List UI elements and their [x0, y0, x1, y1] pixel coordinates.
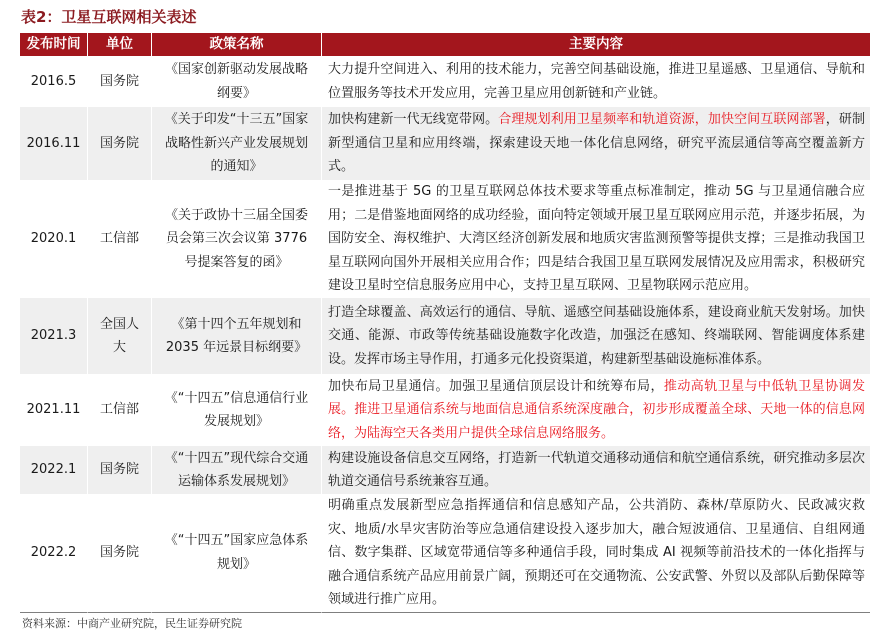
cell-unit: 国务院	[88, 56, 152, 107]
cell-unit: 国务院	[88, 107, 152, 180]
cell-unit: 国务院	[88, 494, 152, 613]
policy-table	[20, 33, 870, 613]
cell-policy-name: 《关于印发“十三五”国家战略性新兴产业发展规划的通知》	[152, 107, 322, 180]
cell-date: 2022.1	[20, 446, 88, 494]
cell-main-content	[322, 56, 870, 107]
table-row	[20, 446, 870, 494]
table-row	[20, 56, 870, 107]
header-main-content: 主要内容	[322, 33, 870, 56]
cell-policy-name: 《国家创新驱动发展战略纲要》	[152, 56, 322, 107]
table-header-row	[20, 33, 870, 56]
cell-unit: 国务院	[88, 446, 152, 494]
content-text: 加快构建新一代无线宽带网。	[328, 112, 499, 128]
table-row	[20, 107, 870, 180]
content-text: 加快布局卫星通信。加强卫星通信顶层设计和统筹布局，	[328, 378, 664, 394]
cell-date: 2020.1	[20, 180, 88, 298]
cell-date: 2016.5	[20, 56, 88, 107]
table-row	[20, 298, 870, 374]
content-text: 构建设施设备信息交互网络，打造新一代轨道交通移动通信和航空通信系统，研究推动多层次轨道交通信号系统兼容互通。	[328, 450, 865, 489]
table-row	[20, 374, 870, 446]
header-unit: 单位	[88, 33, 152, 56]
content-text: ，研制新型通信卫星和应用终端，探索建设天地一体化信息网络，研究平流层通信等高空覆盖新方式。	[328, 112, 865, 175]
cell-unit: 工信部	[88, 374, 152, 446]
content-text: 打造全球覆盖、高效运行的通信、导航、遥感空间基础设施体系，建设商业航天发射场。加快交通、能源、市政等传统基础设施数字化改造，加强泛在感知、终端联网、智能调度体系建设。发挥市场主导作用，打通多元化投资渠道，构建新型基础设施标准体系。	[328, 304, 865, 367]
table-row	[20, 180, 870, 298]
cell-policy-name: 《“十四五”现代综合交通运输体系发展规划》	[152, 446, 322, 494]
content-text-highlighted: 推动高轨卫星与中低轨卫星协调发展。推进卫星通信系统与地面信息通信系统深度融合，初步形成覆盖全球、天地一体的信息网络，为陆海空天各类用户提供全球信息网络服务。	[328, 378, 865, 441]
table-row	[20, 494, 870, 613]
content-text: 一是推进基于 5G 的卫星互联网总体技术要求等重点标准制定，推动 5G 与卫星通信融合应用；二是借鉴地面网络的成功经验，面向特定领域开展卫星互联网应用示范，并逐步拓展，为国防安全、海权维护、大湾区经济创新发展和地质灾害监测预警等提供支撑；三是推动我国卫星互联网向国外开展相关应用合作；四是结合我国卫星互联网发展情况及应用需求，积极研究建设卫星时空信息服务应用中心，支持卫星互联网、卫星物联网示范应用。	[328, 184, 865, 294]
cell-policy-name: 《第十四个五年规划和 2035 年远景目标纲要》	[152, 298, 322, 374]
cell-main-content	[322, 494, 870, 613]
cell-unit: 全国人大	[88, 298, 152, 374]
cell-date: 2021.11	[20, 374, 88, 446]
cell-date: 2022.2	[20, 494, 88, 613]
cell-main-content	[322, 446, 870, 494]
cell-main-content	[322, 374, 870, 446]
header-date: 发布时间	[20, 33, 88, 56]
cell-main-content	[322, 298, 870, 374]
cell-unit: 工信部	[88, 180, 152, 298]
cell-date: 2016.11	[20, 107, 88, 180]
cell-policy-name: 《“十四五”国家应急体系规划》	[152, 494, 322, 613]
table-title: 表2：卫星互联网相关表述	[21, 8, 197, 26]
content-text: 明确重点发展新型应急指挥通信和信息感知产品，公共消防、森林/草原防火、民政减灾救灾、地质/水旱灾害防治等应急通信建设投入逐步加大，融合短波通信、卫星通信、自组网通信、数字集群、区域宽带通信等多种通信手段，同时集成 AI 视频等前沿技术的一体化指挥与融合通信系统产品应用前景广阔，预期还可在交通物流、公安武警、外贸以及部队后勤保障等领域进行推广应用。	[328, 498, 865, 607]
cell-date: 2021.3	[20, 298, 88, 374]
source-note: 资料来源：中商产业研究院，民生证券研究院	[22, 617, 242, 630]
content-text-highlighted: 合理规划利用卫星频率和轨道资源，加快空间互联网部署	[498, 112, 826, 128]
cell-main-content	[322, 107, 870, 180]
cell-main-content	[322, 180, 870, 298]
content-text: 大力提升空间进入、利用的技术能力，完善空间基础设施，推进卫星遥感、卫星通信、导航和位置服务等技术开发应用，完善卫星应用创新链和产业链。	[328, 62, 865, 101]
cell-policy-name: 《“十四五”信息通信行业发展规划》	[152, 374, 322, 446]
cell-policy-name: 《关于政协十三届全国委员会第三次会议第 3776 号提案答复的函》	[152, 180, 322, 298]
header-policy-name: 政策名称	[152, 33, 322, 56]
